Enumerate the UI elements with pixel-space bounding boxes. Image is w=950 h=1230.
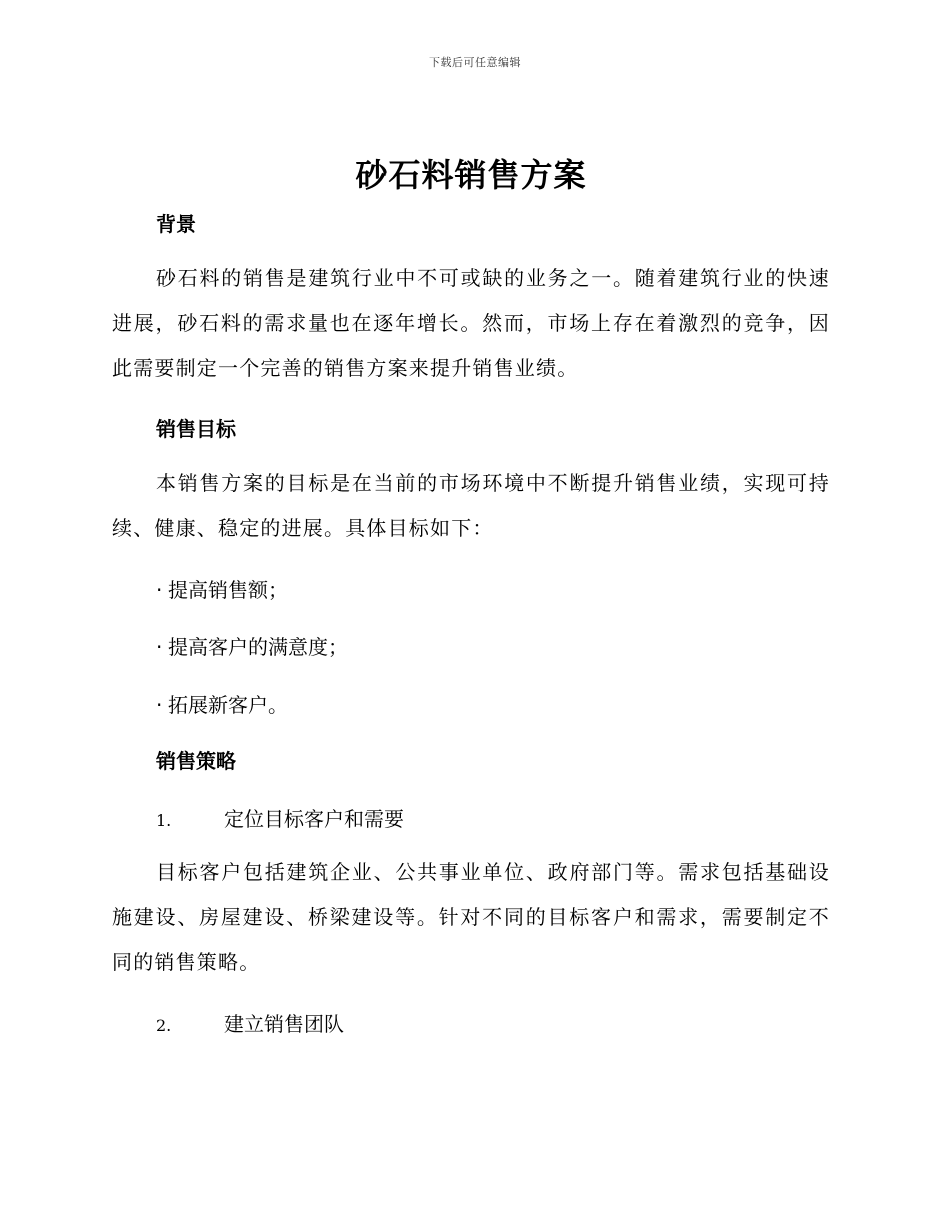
document-title: 砂石料销售方案 bbox=[355, 156, 587, 194]
bullet-marker: · bbox=[156, 693, 163, 717]
section-heading-strategy: 销售策略 bbox=[156, 749, 236, 773]
bullet-text: 拓展新客户。 bbox=[168, 693, 288, 717]
item-title: 定位目标客户和需要 bbox=[224, 807, 404, 831]
bullet-marker: · bbox=[156, 578, 163, 602]
bullet-text: 提高客户的满意度； bbox=[168, 635, 348, 659]
strategy-item-2 bbox=[156, 1008, 344, 1037]
bullet-marker: · bbox=[156, 635, 163, 659]
strategy-item-1-paragraph: 目标客户包括建筑企业、公共事业单位、政府部门等。需求包括基础设施建设、房屋建设、桥梁建设等。针对不同的目标客户和需求，需要制定不同的销售策略。 bbox=[112, 860, 830, 974]
background-paragraph: 砂石料的销售是建筑行业中不可或缺的业务之一。随着建筑行业的快速进展，砂石料的需求量也在逐年增长。然而，市场上存在着激烈的竞争，因此需要制定一个完善的销售方案来提升销售业绩。 bbox=[112, 266, 830, 380]
bullet-text: 提高销售额； bbox=[168, 578, 288, 602]
goal-bullet-item bbox=[156, 574, 288, 603]
item-number: 2. bbox=[156, 1016, 172, 1035]
goals-paragraph: 本销售方案的目标是在当前的市场环境中不断提升销售业绩，实现可持续、健康、稳定的进展。具体目标如下： bbox=[112, 471, 830, 540]
header-note: 下载后可任意编辑 bbox=[429, 56, 521, 69]
item-number: 1. bbox=[156, 811, 172, 830]
strategy-item-1 bbox=[156, 803, 404, 832]
goal-bullet-item bbox=[156, 689, 288, 718]
item-title: 建立销售团队 bbox=[224, 1012, 344, 1036]
section-heading-background: 背景 bbox=[156, 212, 196, 236]
goal-bullet-item bbox=[156, 631, 348, 660]
section-heading-goals: 销售目标 bbox=[156, 417, 236, 441]
